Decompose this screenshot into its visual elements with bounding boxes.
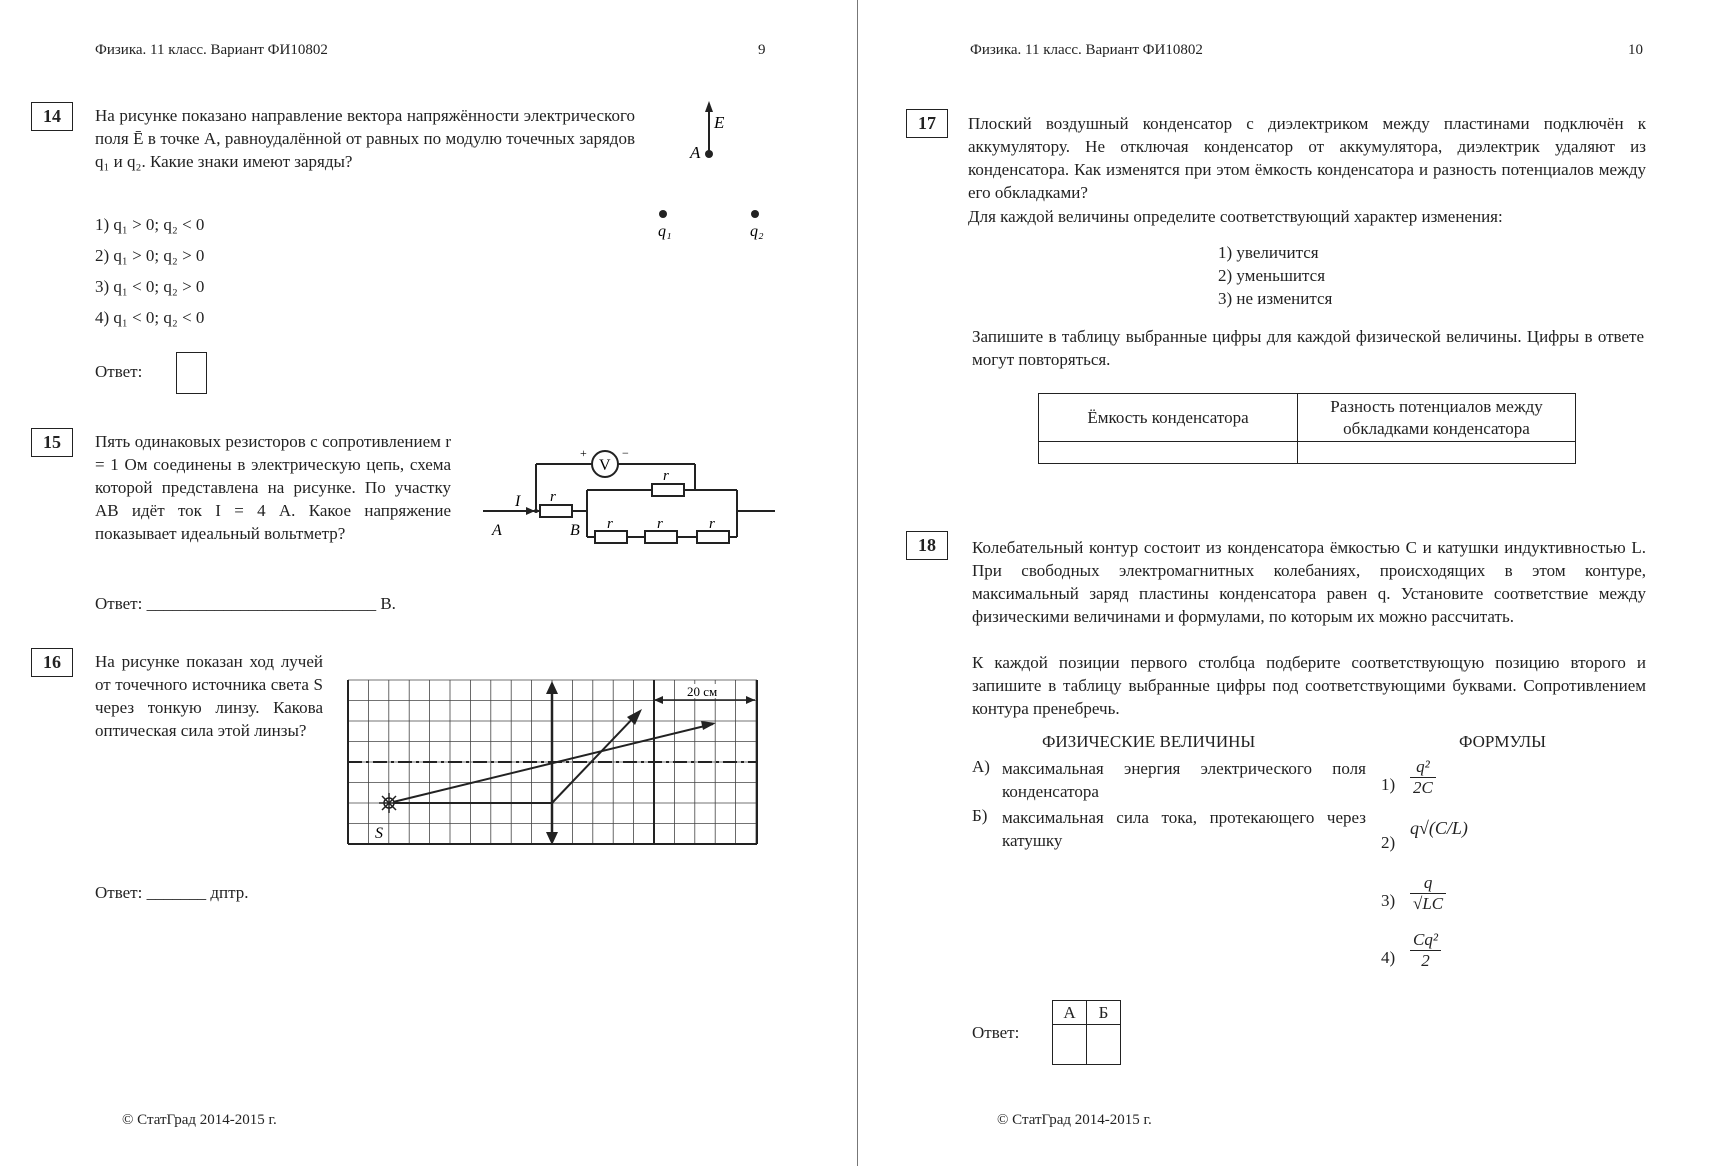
- light-source: [379, 793, 399, 813]
- q17-choice-1: 1) увеличится: [1218, 243, 1319, 262]
- q17-header-voltage: Разность потенциалов между обкладками конденсатора: [1298, 394, 1576, 442]
- q17-text: Плоский воздушный конденсатор с диэлектриком между пластинами подключён к аккумулятору. Не отключая конденсатор от аккумулятора, диэлектрик удаляют из конденсатора. Как изменятся при этом ёмкость конденсатора и разность потенциалов между его обкладками?: [968, 114, 1646, 202]
- q17-note: Запишите в таблицу выбранные цифры для каждой физической величины. Цифры в ответе могут повторяться.: [972, 327, 1644, 369]
- q15-answer-line[interactable]: Ответ: ___________________________ В.: [95, 594, 396, 613]
- q14-answer-label: Ответ:: [95, 362, 143, 381]
- q18-header-b: Б: [1087, 1001, 1121, 1025]
- left-header: Физика. 11 класс. Вариант ФИ10802: [95, 42, 328, 58]
- q15-text: Пять одинаковых резисторов с сопротивлением r = 1 Ом соединены в электрическую цепь, схема которой представлена на рисунке. По участку AB идёт ток I = 4 А. Какое напряжение показывает идеальный вольтметр?: [95, 432, 451, 543]
- q18-item-b-letter: Б): [972, 806, 988, 825]
- q14-answer-box[interactable]: [176, 352, 207, 394]
- formula-2: q√(C/L): [1410, 818, 1468, 838]
- e-vector-arrowhead: [705, 101, 713, 112]
- q14-option-1: 1) q₁ > 0; q₂ < 0: [95, 215, 205, 234]
- q18-item-a-text: максимальная энергия электрического поля конденсатора: [1002, 759, 1366, 801]
- q18-header-a: А: [1053, 1001, 1087, 1025]
- q16-number: 16: [31, 648, 73, 677]
- right-page-number: 10: [1628, 42, 1643, 58]
- q2-label: q₂: [750, 223, 764, 240]
- q14-number: 14: [31, 102, 73, 131]
- formula-4-label: 4): [1381, 948, 1396, 967]
- formula-3: [1410, 873, 1446, 914]
- current-label: I: [515, 493, 521, 510]
- q17-instruction: Для каждой величины определите соответствующий характер изменения:: [968, 207, 1503, 226]
- voltmeter-plus: +: [580, 446, 587, 460]
- q18-answer-table: [1052, 1000, 1121, 1065]
- q1-dot: [659, 210, 667, 218]
- source-label: S: [375, 825, 383, 842]
- q18-answer-cell-a[interactable]: [1053, 1025, 1087, 1065]
- resistor-5: [697, 531, 729, 543]
- formula-4: [1410, 930, 1441, 971]
- resistor-1: [540, 505, 572, 517]
- q18-item-b-text: максимальная сила тока, протекающего через катушку: [1002, 808, 1366, 850]
- q17-choice-2: 2) уменьшится: [1218, 266, 1326, 285]
- e-label: E: [714, 113, 725, 132]
- q16-text: На рисунке показан ход лучей от точечного источника света S через тонкую линзу. Какова оптическая сила этой линзы?: [95, 652, 323, 740]
- formula-2-label: 2): [1381, 833, 1396, 852]
- formula-1: [1410, 757, 1436, 798]
- formula-3-label: 3): [1381, 891, 1396, 910]
- resistor-4: [645, 531, 677, 543]
- q17-answer-cell-1[interactable]: [1039, 442, 1298, 464]
- q14-option-2: 2) q₁ > 0; q₂ > 0: [95, 246, 205, 265]
- resistor-label-4: r: [657, 516, 663, 532]
- q15-number: 15: [31, 428, 73, 457]
- left-footer: © СтатГрад 2014-2015 г.: [122, 1112, 277, 1128]
- voltmeter-label: V: [599, 457, 611, 474]
- page-divider: [857, 0, 858, 1166]
- current-arrowhead: [526, 507, 535, 515]
- q18-col2-title: ФОРМУЛЫ: [1459, 732, 1546, 751]
- q17-header-capacity: Ёмкость конденсатора: [1039, 394, 1298, 442]
- q16-lens-figure: [345, 678, 760, 848]
- resistor-label-1: r: [550, 489, 556, 505]
- q14-option-3: 3) q₁ < 0; q₂ > 0: [95, 277, 205, 296]
- q16-answer-line[interactable]: Ответ: _______ дптр.: [95, 883, 249, 902]
- q18-text: Колебательный контур состоит из конденсатора ёмкостью C и катушки индуктивностью L. При свободных электромагнитных колебаниях, происходящих в этом контуре, максимальный заряд пластины конденсатора равен q. Установите соответствие между физическими величинами и формулами, по которым их можно рассчитать.: [972, 538, 1646, 626]
- voltmeter-minus: −: [622, 446, 629, 460]
- resistor-label-2: r: [663, 468, 669, 484]
- formula-1-den: 2C: [1413, 778, 1433, 797]
- resistor-2: [652, 484, 684, 496]
- resistor-label-3: r: [607, 516, 613, 532]
- point-a-dot: [705, 150, 713, 158]
- q17-answer-table: [1038, 393, 1576, 464]
- formula-4-num: Cq²: [1410, 930, 1441, 951]
- a-label: A: [690, 143, 701, 162]
- point-a-label: A: [492, 522, 502, 539]
- q15-circuit: [480, 440, 780, 550]
- formula-1-label: 1): [1381, 775, 1396, 794]
- formula-1-num: q²: [1410, 757, 1436, 778]
- q18-col1-title: ФИЗИЧЕСКИЕ ВЕЛИЧИНЫ: [1042, 732, 1256, 751]
- q14-figure: [650, 100, 780, 245]
- ray-1-refracted: [552, 714, 637, 803]
- q18-instruction: К каждой позиции первого столбца подберите соответствующую позицию второго и запишите в таблицу выбранные цифры под соответствующими буквами. Сопротивлением контура пренебречь.: [972, 653, 1646, 718]
- left-page-number: 9: [758, 42, 766, 58]
- q2-dot: [751, 210, 759, 218]
- q17-choice-3: 3) не изменится: [1218, 289, 1333, 308]
- q17-number: 17: [906, 109, 948, 138]
- q18-answer-cell-b[interactable]: [1087, 1025, 1121, 1065]
- right-footer: © СтатГрад 2014-2015 г.: [997, 1112, 1152, 1128]
- q18-answer-label: Ответ:: [972, 1023, 1020, 1042]
- q17-answer-cell-2[interactable]: [1298, 442, 1576, 464]
- q14-text: На рисунке показано направление вектора напряжённости электрического поля Ē в точке A, равноудалённой от равных по модулю точечных зарядов q₁ и q₂. Какие знаки имеют заряды?: [95, 106, 635, 171]
- right-header: Физика. 11 класс. Вариант ФИ10802: [970, 42, 1203, 58]
- resistor-3: [595, 531, 627, 543]
- q18-item-a-letter: А): [972, 757, 990, 776]
- q18-number: 18: [906, 531, 948, 560]
- formula-4-den: 2: [1421, 951, 1430, 970]
- resistor-label-5: r: [709, 516, 715, 532]
- point-b-label: B: [570, 522, 580, 539]
- scale-label: 20 см: [687, 684, 718, 699]
- formula-3-num: q: [1410, 873, 1446, 894]
- formula-3-den: √LC: [1413, 894, 1444, 913]
- q1-label: q₁: [658, 223, 672, 240]
- q14-option-4: 4) q₁ < 0; q₂ < 0: [95, 308, 205, 327]
